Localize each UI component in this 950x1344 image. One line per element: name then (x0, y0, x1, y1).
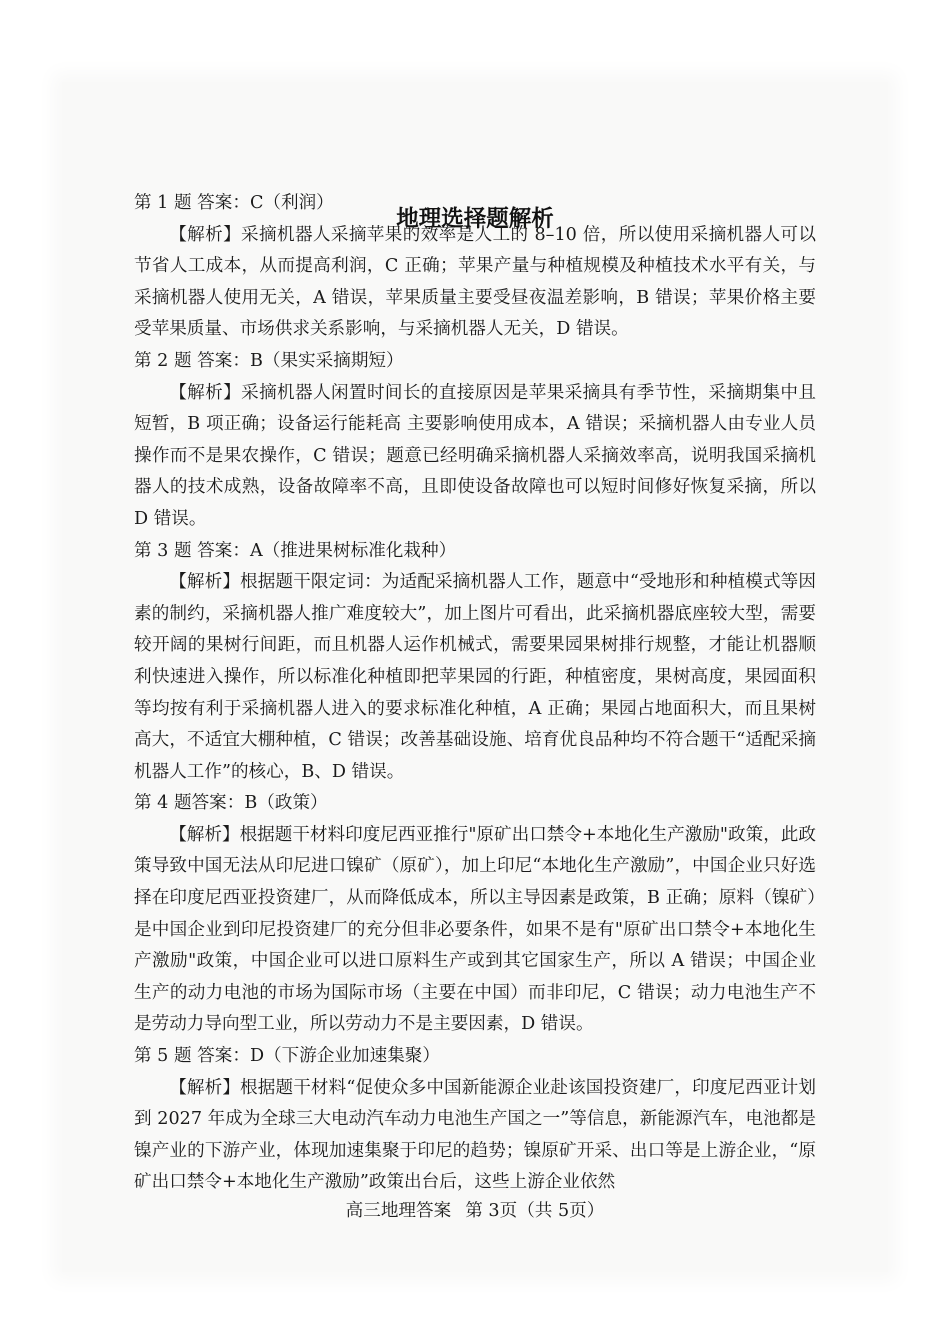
footer-page-number: 第 3页（共 5页） (465, 1201, 605, 1221)
question-3-answer: 第 3 题 答案：A（推进果树标准化栽种） (134, 540, 457, 561)
page-footer (0, 1197, 950, 1225)
question-5-answer: 第 5 题 答案：D（下游企业加速集聚） (134, 1046, 440, 1067)
question-4-answer: 第 4 题答案：B（政策） (134, 793, 328, 814)
page-title: 地理选择题解析 (396, 206, 554, 233)
question-1-analysis: 【解析】采摘机器人采摘苹果的效率是人工的 8–10 倍，所以使用采摘机器人可以节省人工成本，从而提高利润，C 正确；苹果产量与种植规模及种植技术水平有关，与采摘机器人使用无关，A 错误，苹果质量主要受昼夜温差影响，B 错误；苹果价格主要受苹果质量、市场供求关系影响，与采摘机器人无关，D 错误。 (134, 224, 816, 340)
footer-subject: 高三地理答案 (345, 1201, 452, 1221)
question-2-analysis: 【解析】采摘机器人闲置时间长的直接原因是苹果采摘具有季节性，采摘期集中且短暂，B 项正确；设备运行能耗高 主要影响使用成本，A 错误；采摘机器人由专业人员操作而不是果农操作，C 错误；题意已经明确采摘机器人采摘效率高，说明我国采摘机器人的技术成熟，设备故障率不高，且即使设备故障也可以短时间修好恢复采摘，所以 D 错误。 (134, 382, 816, 529)
question-3-analysis: 【解析】根据题干限定词：为适配采摘机器人工作，题意中“受地形和种植模式等因素的制约，采摘机器人推广难度较大”，加上图片可看出，此采摘机器底座较大型，需要较开阔的果树行间距，而且机器人运作机械式，需要果园果树排行规整，才能让机器顺利快速进入操作，所以标准化种植即把苹果园的行距，种植密度，果树高度，果园面积等均按有利于采摘机器人进入的要求标准化种植，A 正确；果园占地面积大，而且果树高大，不适宜大棚种植，C 错误；改善基础设施、培育优良品种均不符合题干“适配采摘机器人工作”的核心，B、D 错误。 (134, 572, 816, 782)
question-2-answer: 第 2 题 答案：B（果实采摘期短） (134, 350, 404, 371)
question-5-analysis: 【解析】根据题干材料“促使众多中国新能源企业赴该国投资建厂，印度尼西亚计划到 2027 年成为全球三大电动汽车动力电池生产国之一”等信息，新能源汽车，电池都是镍产业的下游产业，体现加速集聚于印尼的趋势；镍原矿开采、出口等是上游企业，“原矿出口禁令+本地化生产激励”政策出台后，这些上游企业依然 (134, 1077, 816, 1193)
question-4-analysis: 【解析】根据题干材料印度尼西亚推行"原矿出口禁令+本地化生产激励"政策，此政策导致中国无法从印尼进口镍矿（原矿），加上印尼“本地化生产激励”，中国企业只好选择在印度尼西亚投资建厂，从而降低成本，所以主导因素是政策，B 正确；原料（镍矿）是中国企业到印尼投资建厂的充分但非必要条件，如果不是有"原矿出口禁令+本地化生产激励"政策，中国企业可以进口原料生产或到其它国家生产，所以 A 错误；中国企业生产的动力电池的市场为国际市场（主要在中国）而非印尼，C 错误；动力电池生产不是劳动力导向型工业，所以劳动力不是主要因素，D 错误。 (134, 824, 816, 1035)
question-1-answer: 第 1 题 答案：C（利润） (134, 193, 334, 213)
answer-analysis-body (134, 188, 816, 1199)
